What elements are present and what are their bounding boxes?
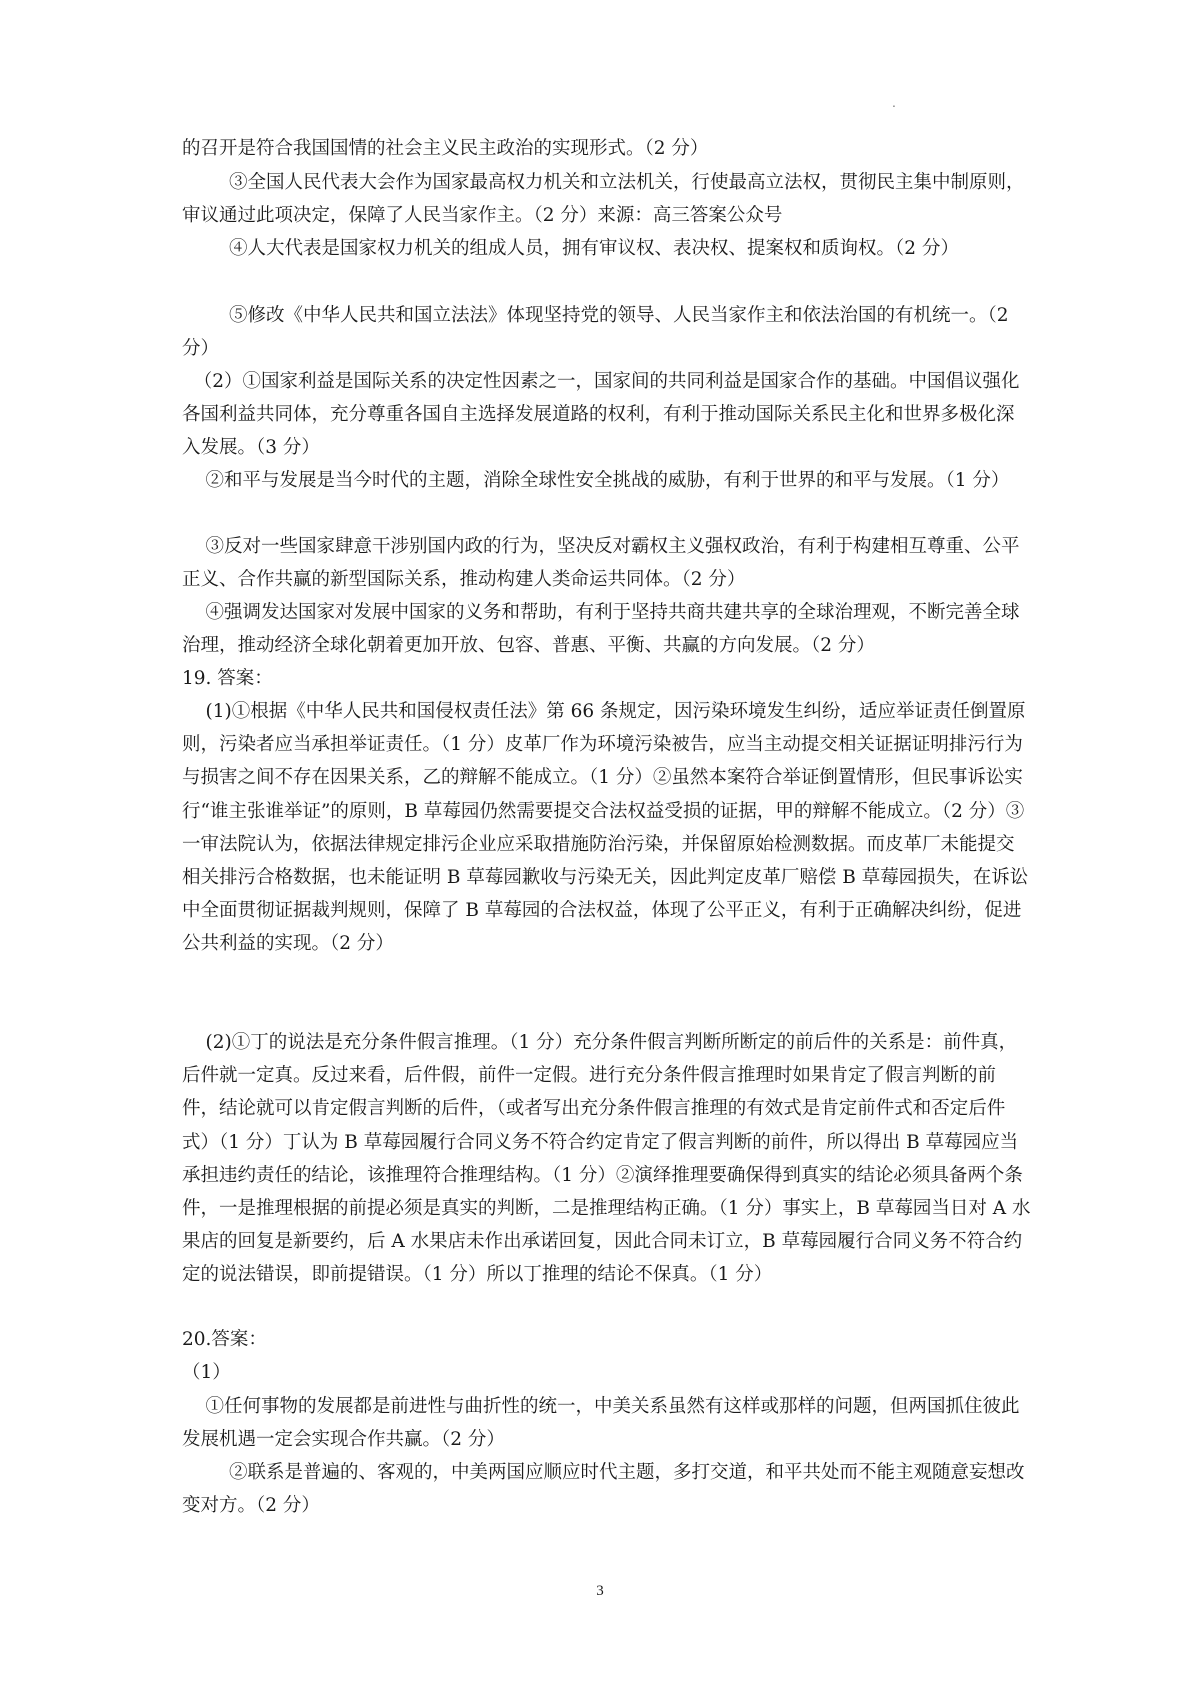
paragraph: ④人大代表是国家权力机关的组成人员，拥有审议权、表决权、提案权和质询权。（2 分） (182, 238, 959, 259)
paragraph: ①任何事物的发展都是前进性与曲折性的统一，中美关系虽然有这样或那样的问题，但两国抓住彼此发展机遇一定会实现合作共赢。（2 分） (182, 1396, 1020, 1451)
paragraph: ⑤修改《中华人民共和国立法法》体现坚持党的领导、人民当家作主和依法治国的有机统一。（2 分） (182, 305, 1015, 360)
question-heading-20: 20.答案： (182, 1329, 267, 1350)
page-number: 3 (596, 1583, 604, 1599)
paragraph: （2）①国家利益是国际关系的决定性因素之一，国家间的共同利益是国家合作的基础。中国倡议强化各国利益共同体，充分尊重各国自主选择发展道路的权利，有利于推动国际关系民主化和世界多极化深入发展。（3 分） (182, 371, 1020, 459)
page-mark: . (892, 94, 896, 110)
paragraph: (1)①根据《中华人民共和国侵权责任法》第 66 条规定，因污染环境发生纠纷，适应举证责任倒置原则，污染者应当承担举证责任。（1 分）皮革厂作为环境污染被告，应当主动提交相关证据证明排污行为与损害之间不存在因果关系，乙的辩解不能成立。（1 分）②虽然本案符合举证倒置情形，但民事诉讼实行“谁主张谁举证”的原则，B 草莓园仍然需要提交合法权益受损的证据，甲的辩解不能成立。（2 分）③一审法院认为，依据法律规定排污企业应采取措施防治污染，并保留原始检测数据。而皮革厂未能提交相关排污合格数据，也未能证明 B 草莓园歉收与污染无关，因此判定皮革厂赔偿 B 草莓园损失，在诉讼中全面贯彻证据裁判规则，保障了 B 草莓园的合法权益，体现了公平正义，有利于正确解决纠纷，促进公共利益的实现。（2 分） (182, 701, 1029, 955)
paragraph: (2)①丁的说法是充分条件假言推理。（1 分）充分条件假言判断所断定的前后件的关系是：前件真，后件就一定真。反过来看，后件假，前件一定假。进行充分条件假言推理时如果肯定了假言判断的前件，结论就可以肯定假言判断的后件，（或者写出充分条件假言推理的有效式是肯定前件式和否定后件式）（1 分）丁认为 B 草莓园履行合同义务不符合约定肯定了假言判断的前件，所以得出 B 草莓园应当承担违约责任的结论，该推理符合推理结构。（1 分）②演绎推理要确保得到真实的结论必须具备两个条件，一是推理根据的前提必须是真实的判断，二是推理结构正确。（1 分）事实上，B 草莓园当日对 A 水果店的回复是新要约，后 A 水果店未作出承诺回复，因此合同未订立，B 草莓园履行合同义务不符合约定的说法错误，即前提错误。（1 分）所以丁推理的结论不保真。（1 分） (182, 1032, 1031, 1286)
sub-question-label: （1） (182, 1362, 231, 1383)
paragraph: ③反对一些国家肆意干涉别国内政的行为，坚决反对霸权主义强权政治，有利于构建相互尊重、公平正义、合作共赢的新型国际关系，推动构建人类命运共同体。（2 分） (182, 536, 1020, 591)
paragraph: ②和平与发展是当今时代的主题，消除全球性安全挑战的威胁，有利于世界的和平与发展。（1 分） (182, 470, 1010, 491)
paragraph: 的召开是符合我国国情的社会主义民主政治的实现形式。（2 分） (182, 138, 709, 159)
question-heading-19: 19. 答案： (182, 668, 273, 689)
paragraph: ③全国人民代表大会作为国家最高权力机关和立法机关，行使最高立法权，贯彻民主集中制原则，审议通过此项决定，保障了人民当家作主。（2 分）来源：高三答案公众号 (182, 172, 1025, 227)
paragraph: ④强调发达国家对发展中国家的义务和帮助，有利于坚持共商共建共享的全球治理观，不断完善全球治理，推动经济全球化朝着更加开放、包容、普惠、平衡、共赢的方向发展。（2 分） (182, 602, 1020, 657)
paragraph: ②联系是普遍的、客观的，中美两国应顺应时代主题，多打交道，和平共处而不能主观随意妄想改变对方。（2 分） (182, 1462, 1025, 1517)
